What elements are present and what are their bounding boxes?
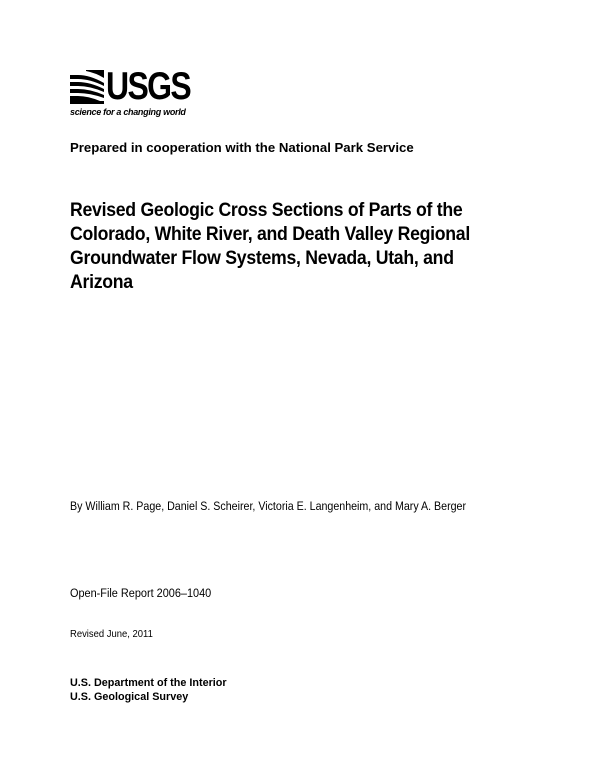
department-name: U.S. Department of the Interior (70, 677, 227, 689)
report-title (70, 199, 489, 295)
title-line: Revised Geologic Cross Sections of Parts of the (70, 200, 463, 221)
cooperation-statement: Prepared in cooperation with the National Park Service (70, 140, 414, 155)
title-line: Colorado, White River, and Death Valley Regional (70, 224, 470, 245)
revision-date: Revised June, 2011 (70, 628, 153, 640)
report-number: Open-File Report 2006–1040 (70, 586, 212, 600)
author-list: By William R. Page, Daniel S. Scheirer, Victoria E. Langenheim, and Mary A. Berger (70, 499, 467, 513)
survey-name: U.S. Geological Survey (70, 691, 189, 703)
usgs-logo-row (70, 65, 220, 108)
agency-block (70, 676, 227, 704)
usgs-logo (70, 65, 220, 118)
usgs-tagline: science for a changing world (70, 107, 186, 117)
usgs-wordmark: USGS (106, 65, 191, 108)
title-line: Arizona (70, 272, 133, 293)
usgs-wave-mark-icon (70, 70, 104, 104)
title-line: Groundwater Flow Systems, Nevada, Utah, and (70, 248, 454, 269)
